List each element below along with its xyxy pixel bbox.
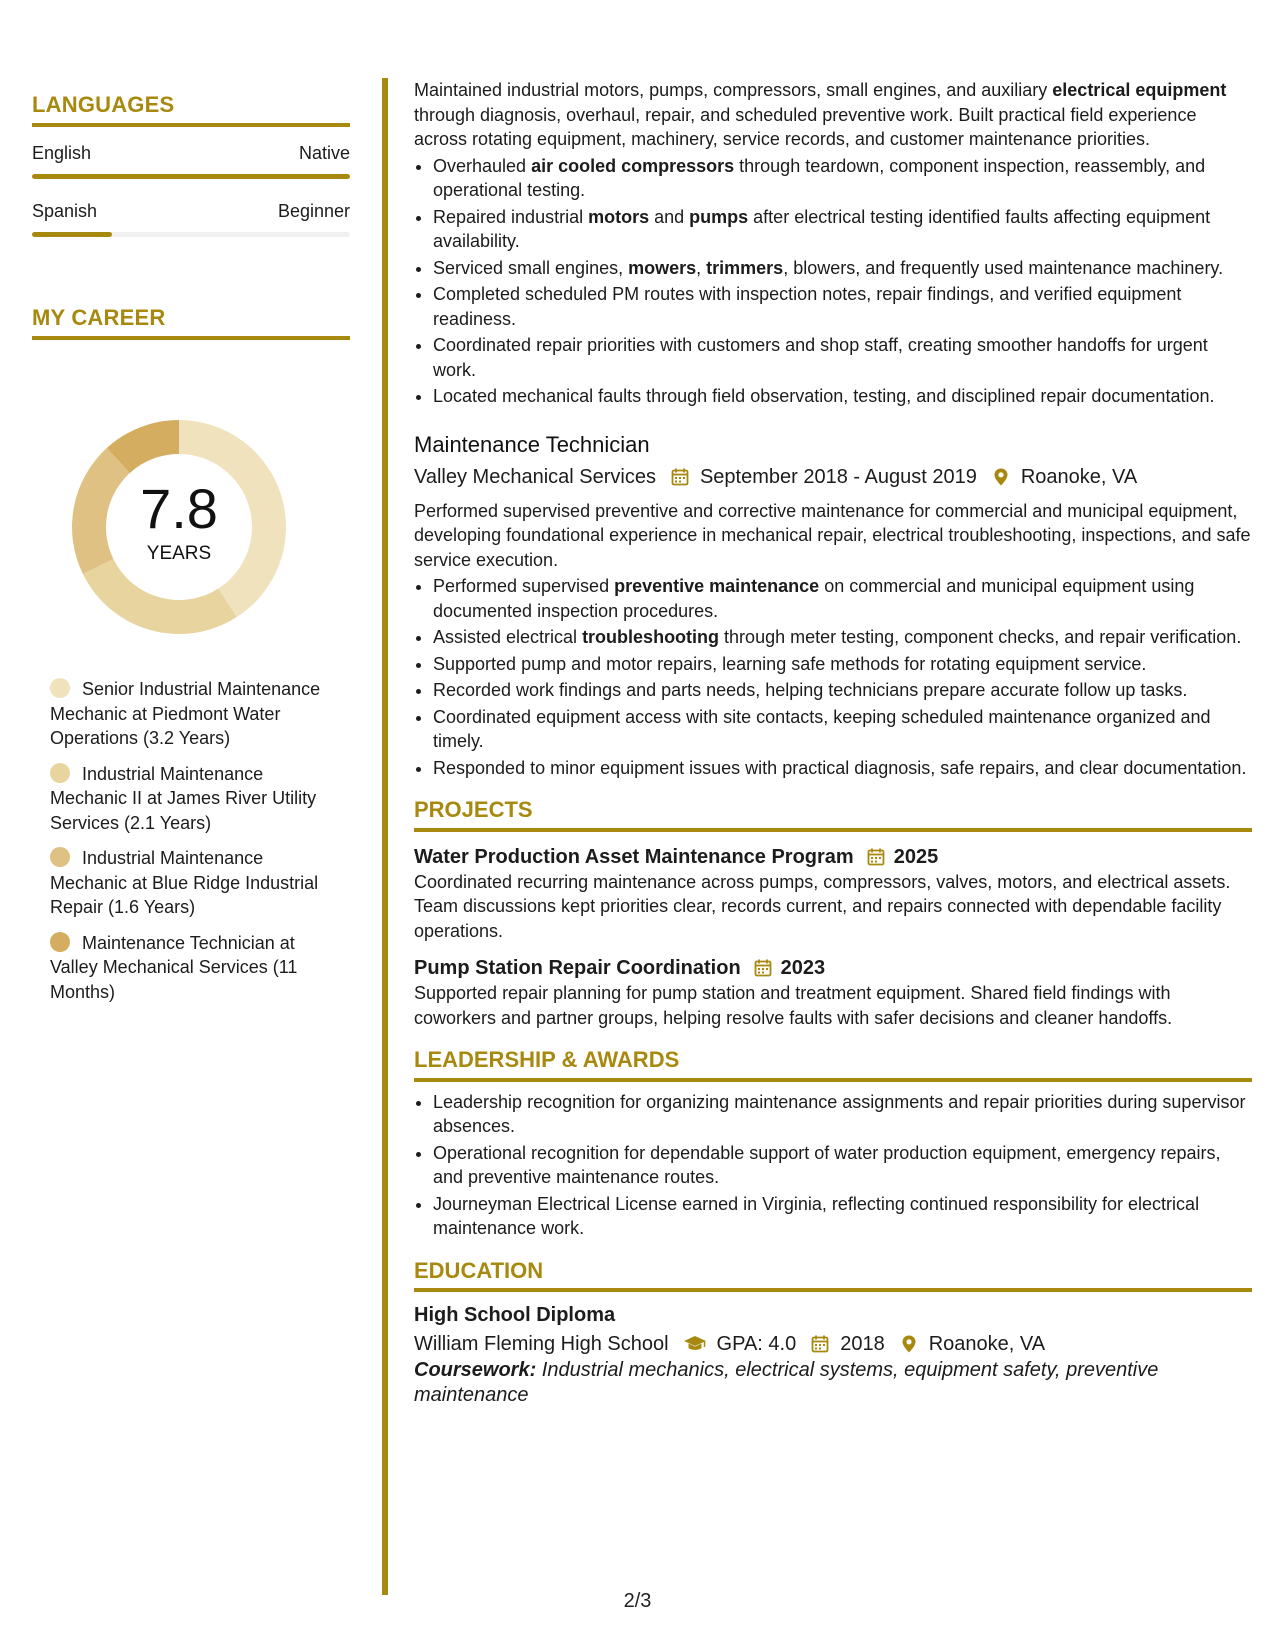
project-year: 2023 xyxy=(780,957,826,979)
text-run: Performed supervised preventive and corrective maintenance for commercial and municipal equipment, developing foundational experience in mechanical repair, electrical troubleshooting, inspections, and safe service execution. xyxy=(414,500,1251,570)
bullet-item xyxy=(433,574,1252,623)
language-level: Native xyxy=(298,143,350,163)
language-proficiency-fill xyxy=(32,232,112,237)
text-run: Assisted electrical xyxy=(433,627,583,647)
job-meta xyxy=(414,463,1252,491)
text-run: through teardown, component inspection, reassembly, and operational testing. xyxy=(433,155,1206,200)
leadership-heading: LEADERSHIP & AWARDS xyxy=(414,1048,1252,1082)
project-item xyxy=(414,955,1252,1030)
job-summary xyxy=(414,499,1252,573)
legend-dot-icon xyxy=(50,763,70,783)
education-location: Roanoke, VA xyxy=(928,1333,1046,1355)
bullet-item xyxy=(433,154,1252,203)
career-total-years: 7.8 xyxy=(140,477,218,540)
bold-keyword: electrical equipment xyxy=(1052,80,1227,100)
degree-name: High School Diploma xyxy=(414,1304,616,1326)
education-degree xyxy=(414,1302,1252,1328)
bold-keyword: mowers xyxy=(628,257,697,278)
career-legend-label: Industrial Maintenance Mechanic II at James River Utility Services (2.1 Years) xyxy=(50,763,317,833)
location-pin-icon xyxy=(899,1334,919,1354)
bold-keyword: air cooled compressors xyxy=(531,155,735,176)
bullet-item xyxy=(433,678,1252,703)
legend-dot-icon xyxy=(50,678,70,698)
language-item-english xyxy=(32,143,350,179)
text-run: , blowers, and frequently used maintenance machinery. xyxy=(783,257,1224,278)
leadership-item: • Journeyman Electrical License earned in Virginia, reflecting continued responsibility for electrical maintenance work. xyxy=(433,1192,1252,1241)
project-name: Pump Station Repair Coordination xyxy=(414,957,741,979)
project-description: Coordinated recurring maintenance across pumps, compressors, valves, motors, and electrical assets. Team discussions kept priorities clear, records current, and repairs connected with dependable facility operations. xyxy=(414,871,1231,941)
text-run: Responded to minor equipment issues with practical diagnosis, safe repairs, and clear documentation. xyxy=(433,757,1247,778)
experience-summary xyxy=(414,78,1252,152)
text-run: through diagnosis, overhaul, repair, and scheduled preventive work. Built practical field experience across rotating equipment, machinery, service records, and customer maintenance priorities. xyxy=(414,104,1197,149)
languages-heading: LANGUAGES xyxy=(32,92,350,127)
text-run: after electrical testing identified faults affecting equipment availability. xyxy=(433,206,1211,251)
bold-keyword: preventive maintenance xyxy=(614,576,820,596)
career-legend-item xyxy=(50,762,340,836)
bold-keyword: trimmers xyxy=(706,257,784,278)
education-year: 2018 xyxy=(840,1333,885,1355)
calendar-icon xyxy=(753,958,773,978)
bullet-item xyxy=(433,652,1252,677)
career-legend xyxy=(50,677,340,1015)
career-donut-chart xyxy=(66,414,292,640)
legend-dot-icon xyxy=(50,847,70,867)
text-run: Performed supervised xyxy=(433,576,615,596)
coursework xyxy=(414,1358,1252,1408)
bullet-item xyxy=(433,282,1252,331)
text-run: Completed scheduled PM routes with inspection notes, repair findings, and verified equipment readiness. xyxy=(433,284,1182,329)
bullet-item xyxy=(433,205,1252,254)
legend-dot-icon xyxy=(50,932,70,952)
career-legend-label: Senior Industrial Maintenance Mechanic at Piedmont Water Operations (3.2 Years) xyxy=(50,679,321,748)
project-year: 2025 xyxy=(893,845,939,868)
graduation-cap-icon xyxy=(683,1334,707,1354)
language-name: English xyxy=(32,143,92,163)
projects-heading: PROJECTS xyxy=(414,798,1252,832)
project-item xyxy=(414,844,1252,944)
text-run: Serviced small engines, xyxy=(433,257,629,278)
right-column xyxy=(414,78,1252,1408)
language-proficiency-bar xyxy=(32,174,350,179)
page-number: 2/3 xyxy=(623,1590,652,1612)
school-name: William Fleming High School xyxy=(414,1333,669,1355)
leadership-list xyxy=(414,1090,1252,1241)
text-run: , xyxy=(696,257,707,278)
job-company: Valley Mechanical Services xyxy=(414,465,656,488)
language-proficiency-bar xyxy=(32,232,350,237)
text-run: Located mechanical faults through field observation, testing, and disciplined repair documentation. xyxy=(433,386,1215,406)
text-run: Coordinated repair priorities with customers and shop staff, creating smoother handoffs for urgent work. xyxy=(433,335,1208,380)
calendar-icon xyxy=(670,467,690,487)
bold-keyword: pumps xyxy=(689,206,749,227)
calendar-icon xyxy=(866,847,886,867)
text-run: Maintained industrial motors, pumps, compressors, small engines, and auxiliary xyxy=(414,80,1053,100)
job-dates: September 2018 - August 2019 xyxy=(699,465,977,488)
text-run: Coordinated equipment access with site contacts, keeping scheduled maintenance organized and timely. xyxy=(433,706,1211,751)
career-legend-label: Industrial Maintenance Mechanic at Blue Ridge Industrial Repair (1.6 Years) xyxy=(50,848,319,917)
career-heading: MY CAREER xyxy=(32,305,350,340)
donut-center xyxy=(66,414,292,640)
language-level: Beginner xyxy=(277,201,350,221)
language-proficiency-fill xyxy=(32,174,350,179)
text-run: through meter testing, component checks, and repair verification. xyxy=(719,627,1242,647)
location-pin-icon xyxy=(991,467,1011,487)
job-location: Roanoke, VA xyxy=(1020,465,1138,488)
text-run: Recorded work findings and parts needs, helping technicians prepare accurate follow up tasks. xyxy=(433,680,1188,700)
education-meta xyxy=(414,1330,1252,1358)
project-description: Supported repair planning for pump station and treatment equipment. Shared field findings with coworkers and partner groups, helping resolve faults with safer decisions and cleaner handoffs. xyxy=(414,983,1173,1028)
career-years-unit: YEARS xyxy=(146,543,212,564)
language-item-spanish xyxy=(32,201,350,237)
job-bullets xyxy=(414,574,1252,780)
bold-keyword: troubleshooting xyxy=(582,627,720,647)
career-legend-label: Maintenance Technician at Valley Mechanical Services (11 Months) xyxy=(50,932,298,1002)
text-run: Repaired industrial xyxy=(433,206,589,227)
leadership-item: • Operational recognition for dependable support of water production equipment, emergency repairs, and preventive maintenance routes. xyxy=(433,1141,1252,1190)
gpa: GPA: 4.0 xyxy=(716,1333,797,1355)
bullet-item xyxy=(433,625,1252,650)
career-legend-item xyxy=(50,677,340,751)
bullet-item xyxy=(433,756,1252,781)
left-column xyxy=(32,92,350,1002)
coursework-text: Industrial mechanics, electrical systems, equipment safety, preventive maintenance xyxy=(414,1359,1159,1406)
project-name: Water Production Asset Maintenance Program xyxy=(414,845,854,868)
bullet-item xyxy=(433,705,1252,754)
career-legend-item xyxy=(50,846,340,920)
text-run: Overhauled xyxy=(433,155,532,176)
text-run: and xyxy=(649,206,690,227)
text-run: on commercial and municipal equipment using documented inspection procedures. xyxy=(433,576,1195,621)
bullet-item xyxy=(433,333,1252,382)
language-name: Spanish xyxy=(32,201,98,221)
experience-bullets xyxy=(414,154,1252,409)
career-legend-item xyxy=(50,931,340,1005)
bullet-item xyxy=(433,256,1252,281)
education-heading: EDUCATION xyxy=(414,1259,1252,1293)
bullet-item xyxy=(433,384,1252,409)
leadership-item: • Leadership recognition for organizing maintenance assignments and repair priorities during supervisor absences. xyxy=(433,1090,1252,1139)
job-title: Maintenance Technician xyxy=(414,431,650,457)
column-divider xyxy=(382,78,388,1595)
coursework-label: Coursework: xyxy=(414,1359,537,1381)
calendar-icon xyxy=(810,1334,830,1354)
text-run: Supported pump and motor repairs, learning safe methods for rotating equipment service. xyxy=(433,653,1147,674)
bold-keyword: motors xyxy=(588,206,650,227)
